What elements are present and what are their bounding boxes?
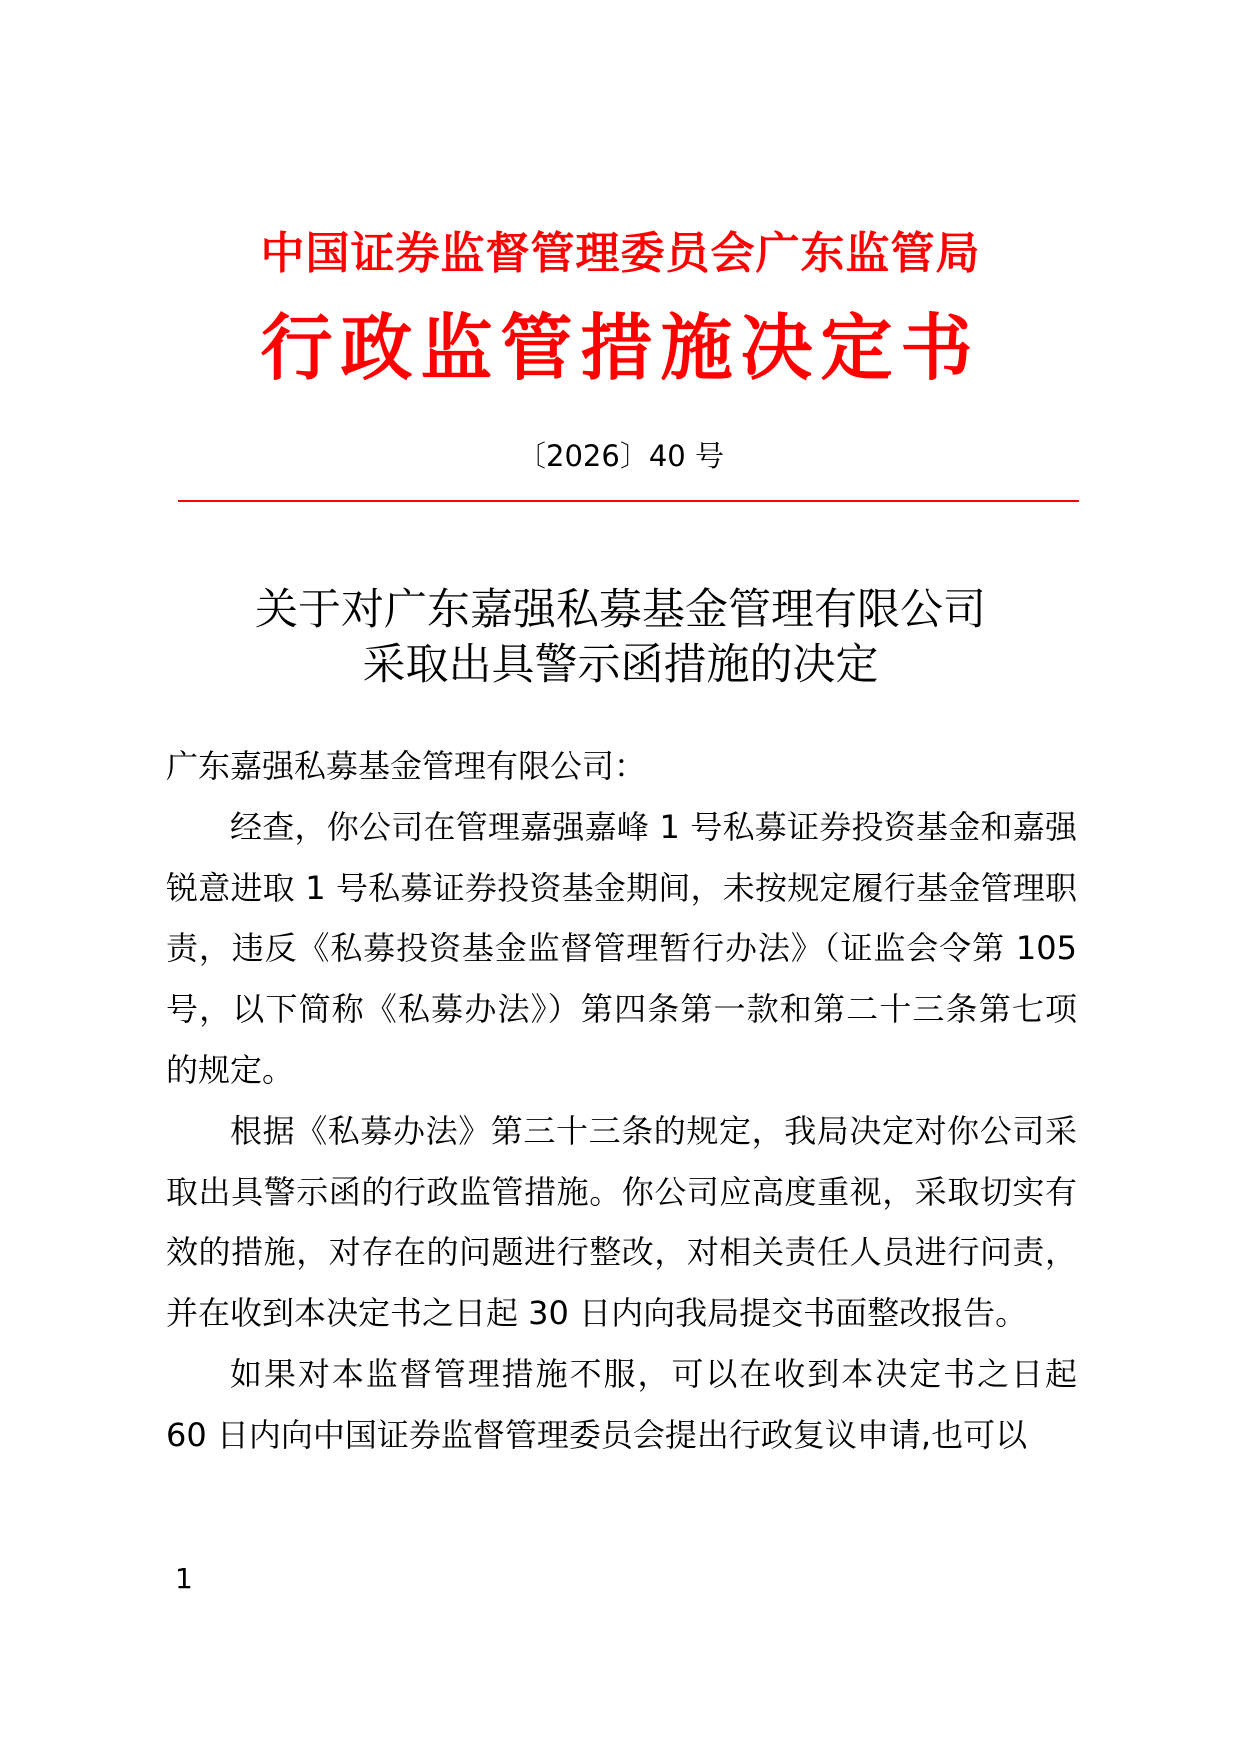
body-paragraph-decision: 根据《私募办法》第三十三条的规定，我局决定对你公司采取出具警示函的行政监管措施。你公司应高度重视，采取切实有效的措施，对存在的问题进行整改，对相关责任人员进行问责，并在收到本决定书之日起 30 日内向我局提交书面整改报告。 — [166, 1111, 1077, 1333]
document-body — [166, 736, 1077, 1466]
red-separator-line — [178, 500, 1079, 502]
decision-title-line-1: 关于对广东嘉强私募基金管理有限公司 — [255, 585, 986, 635]
salutation: 广东嘉强私募基金管理有限公司： — [166, 747, 647, 785]
document-type-heading: 行政监管措施决定书 — [260, 306, 981, 390]
page-number: 1 — [175, 1562, 193, 1595]
decision-title-line-2: 采取出具警示函措施的决定 — [362, 640, 879, 690]
decision-title — [0, 583, 1241, 693]
document-number: 〔2026〕40 号 — [517, 439, 724, 473]
issuing-authority: 中国证券监督管理委员会广东监管局 — [260, 228, 981, 279]
body-paragraph-findings: 经查，你公司在管理嘉强嘉峰 1 号私募证券投资基金和嘉强锐意进取 1 号私募证券投资基金期间，未按规定履行基金管理职责，违反《私募投资基金监督管理暂行办法》（证监会令第 105 号，以下简称《私募办法》）第四条第一款和第二十三条第七项的规定。 — [166, 807, 1077, 1089]
body-paragraph-appeal: 如果对本监督管理措施不服，可以在收到本决定书之日起 60 日内向中国证券监督管理委员会提出行政复议申请,也可以 — [166, 1354, 1077, 1454]
